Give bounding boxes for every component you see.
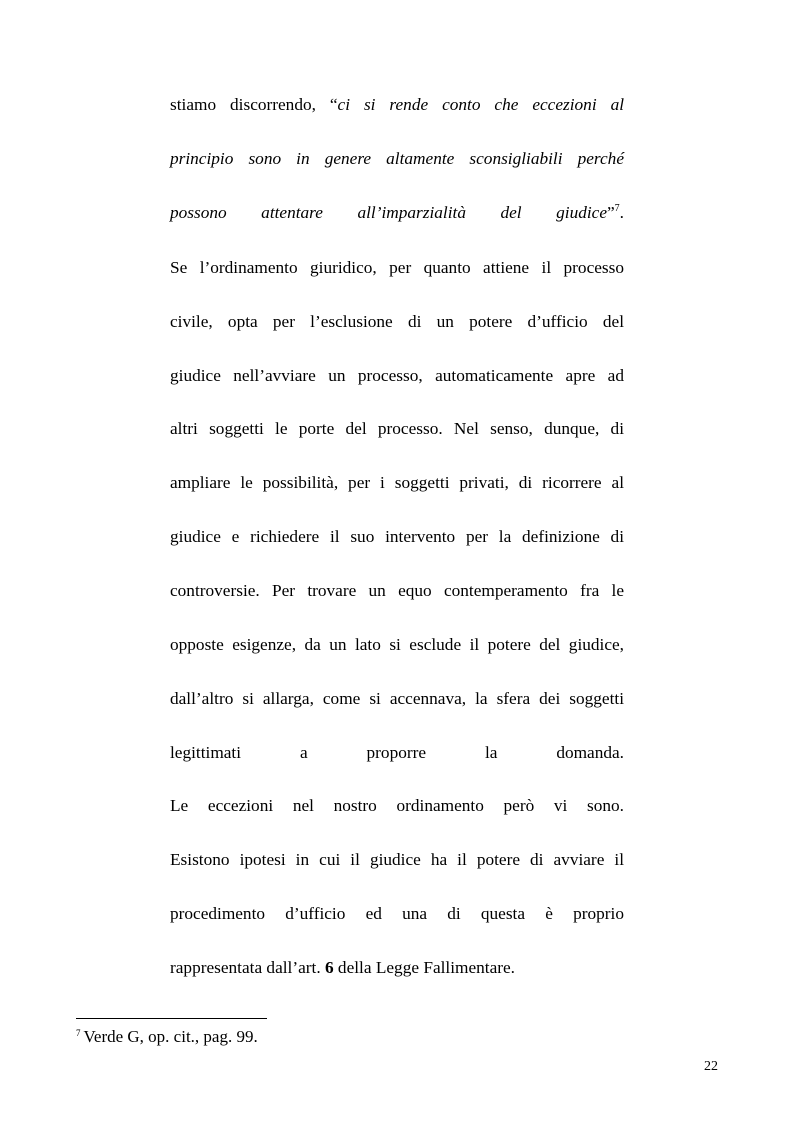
body-line-10: controversie. Per trovare un equo contemperamento fra le [170, 581, 624, 600]
body-line-14: Le eccezioni nel nostro ordinamento però vi sono. [170, 796, 624, 815]
body-line-17-end: della Legge Fallimentare. [333, 958, 515, 977]
footnote [76, 1027, 258, 1049]
body-line-5: civile, opta per l’esclusione di un potere d’ufficio del [170, 312, 624, 331]
body-line-3 [170, 202, 624, 224]
footnote-text: Verde G, op. cit., pag. 99. [83, 1027, 258, 1046]
body-line-1-text: stiamo discorrendo, “ [170, 95, 338, 114]
footnote-mark: 7 [76, 1028, 81, 1038]
body-line-9: giudice e richiedere il suo intervento per la definizione di [170, 527, 624, 546]
closing-quote: ” [607, 203, 615, 222]
footnote-separator [76, 1018, 267, 1019]
body-line-17 [170, 957, 624, 979]
body-line-13: legittimati a proporre la domanda. [170, 743, 624, 762]
body-line-12: dall’altro si allarga, come si accennava, la sfera dei soggetti [170, 689, 624, 708]
footnote-reference: 7 [614, 203, 620, 214]
body-line-8: ampliare le possibilità, per i soggetti privati, di ricorrere al [170, 473, 624, 492]
body-line-16: procedimento d’ufficio ed una di questa è proprio [170, 904, 624, 923]
quotation-start: ci si rende conto che eccezioni al [337, 95, 625, 114]
body-line-1 [170, 94, 624, 116]
body-line-15: Esistono ipotesi in cui il giudice ha il potere di avviare il [170, 850, 624, 869]
body-line-11: opposte esigenze, da un lato si esclude il potere del giudice, [170, 635, 624, 654]
body-line-17-text: rappresentata dall’art. [170, 958, 325, 977]
body-line-6: giudice nell’avviare un processo, automaticamente apre ad [170, 366, 624, 385]
page-number: 22 [704, 1059, 718, 1074]
body-line-4: Se l’ordinamento giuridico, per quanto attiene il processo [170, 258, 624, 277]
article-number: 6 [324, 958, 334, 977]
quotation-end: possono attentare all’imparzialità del giudice [170, 203, 607, 222]
body-line-2: principio sono in genere altamente sconsigliabili perché [170, 149, 624, 168]
sentence-period: . [619, 203, 624, 222]
body-line-7: altri soggetti le porte del processo. Nel senso, dunque, di [170, 419, 624, 438]
